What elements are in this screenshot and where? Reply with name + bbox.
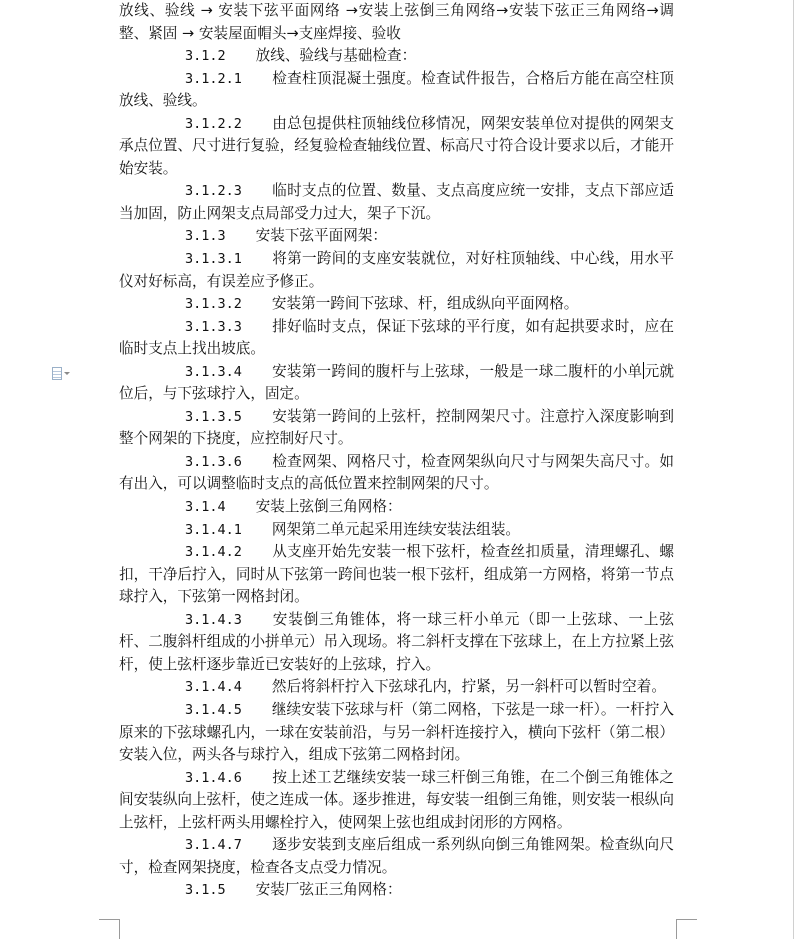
section-number: 3.1.4.5 — [185, 701, 242, 718]
paragraph[interactable] — [119, 45, 674, 68]
paragraph[interactable] — [119, 0, 674, 45]
section-number: 3.1.2.1 — [185, 70, 242, 87]
paragraph[interactable] — [119, 879, 674, 902]
section-number: 3.1.4.6 — [185, 769, 242, 786]
section-number: 3.1.3.6 — [185, 453, 242, 470]
paragraph[interactable] — [119, 68, 674, 113]
paragraph-text: 排好临时支点，保证下弦球的平行度，如有起拱要求时，应在临时支点上找出坡底。 — [119, 317, 674, 358]
text-cursor — [643, 362, 644, 379]
document-body[interactable] — [119, 0, 674, 902]
section-number: 3.1.3 — [185, 228, 226, 245]
section-number: 3.1.2.2 — [185, 115, 242, 132]
paragraph-text: 临时支点的位置、数量、支点高度应统一安排，支点下部应适当加固，防止网架支点局部受力过大，架子下沉。 — [119, 182, 674, 222]
section-number: 3.1.4 — [185, 499, 226, 516]
crop-mark-bottom-right — [676, 919, 697, 939]
section-number: 3.1.4.2 — [185, 544, 242, 561]
section-number: 3.1.4.1 — [185, 521, 242, 538]
paragraph-text: 安装第一跨间的上弦杆，控制网架尺寸。注意拧入深度影响到整个网架的下挠度，应控制好尺寸。 — [119, 407, 674, 448]
paragraph[interactable] — [119, 406, 674, 451]
paragraph[interactable] — [119, 676, 674, 699]
section-number: 3.1.2 — [185, 48, 226, 65]
crop-mark-bottom-left — [99, 919, 120, 939]
paragraph[interactable] — [119, 496, 674, 519]
paragraph[interactable] — [119, 609, 674, 677]
paragraph[interactable] — [119, 541, 674, 609]
paragraph[interactable] — [119, 699, 674, 767]
paragraph[interactable] — [119, 519, 674, 542]
paragraph-text: 安装厂弦正三角网格： — [255, 881, 402, 899]
paragraph[interactable] — [119, 834, 674, 879]
section-number: 3.1.4.4 — [185, 679, 242, 696]
paragraph[interactable] — [119, 248, 674, 293]
chevron-down-icon — [64, 372, 70, 375]
paragraph-text: 由总包提供柱顶轴线位移情况，网架安装单位对提供的网架支承点位置、尺寸进行复验，经复验检查轴线位置、标高尺寸符合设计要求以后，才能开始安装。 — [119, 114, 674, 177]
section-number: 3.1.3.5 — [185, 408, 242, 425]
paragraph-text: 放线、验线与基础检查： — [255, 47, 417, 65]
paragraph-text: 安装上弦倒三角网格： — [255, 498, 402, 516]
paragraph-text: 然后将斜杆拧入下弦球孔内，拧紧，另一斜杆可以暂时空着。 — [271, 678, 666, 696]
paragraph[interactable] — [119, 180, 674, 225]
paragraph-options-button[interactable] — [52, 365, 76, 381]
paragraph-text: 检查网架、网格尺寸，检查网架纵向尺寸与网架失高尺寸。如有出入，可以调整临时支点的高低位置来控制网架的尺寸。 — [119, 452, 674, 493]
paragraph[interactable] — [119, 316, 674, 361]
section-number: 3.1.3.1 — [185, 251, 242, 268]
paragraph-text: 放线、验线 → 安装下弦平面网络 →安装上弦倒三角网络→安装下弦正三角网络→调整、紧固 → 安装屋面帽头→支座焊接、验收 — [119, 2, 674, 42]
paragraph-text: 从支座开始先安装一根下弦杆，检查丝扣质量，清理螺孔、螺扣，干净后拧入，同时从下弦第一跨间也装一根下弦杆，组成第一方网格，将第一节点球拧入，下弦第一网格封闭。 — [119, 543, 674, 606]
paragraph[interactable] — [119, 767, 674, 835]
paragraph[interactable] — [119, 361, 674, 406]
section-number: 3.1.2.3 — [185, 183, 242, 200]
paragraph-text: 继续安装下弦球与杆（第二网格，下弦是一球一杆）。一杆拧入原来的下弦球螺孔内，一球在安装前沿，与另一斜杆连接拧入，横向下弦杆（第二根）安装入位，两头各与球拧入，组成下弦第二网格封闭。 — [119, 700, 674, 764]
paragraph-text: 网架第二单元起采用连续安装法组装。 — [271, 520, 521, 538]
paragraph-text: 检查柱顶混凝土强度。检查试件报告，合格后方能在高空柱顶放线、验线。 — [119, 69, 674, 110]
paragraph[interactable] — [119, 293, 674, 316]
section-number: 3.1.4.3 — [185, 611, 242, 628]
paragraph[interactable] — [119, 113, 674, 181]
paragraph-text: 安装第一跨间下弦球、杆，组成纵向平面网格。 — [271, 295, 579, 313]
paragraph-text: 按上述工艺继续安装一球三杆倒三角锥，在二个倒三角锥体之间安装纵向上弦杆，使之连成一体。逐步推进，每安装一组倒三角锥，则安装一根纵向上弦杆，上弦杆两头用螺栓拧入，使网架上弦也组成封闭形的方网格。 — [119, 768, 674, 831]
section-number: 3.1.3.3 — [185, 318, 242, 335]
paragraph-text: 安装下弦平面网架： — [255, 227, 387, 245]
document-paragraph-icon — [52, 367, 62, 380]
paragraph-text: 安装倒三角锥体，将一球三杆小单元（即一上弦球、一上弦杆、二腹斜杆组成的小拼单元）吊入现场。将二斜杆支撑在下弦球上，在上方拉紧上弦杆，使上弦杆逐步靠近已安装好的上弦球，拧入。 — [119, 610, 674, 673]
paragraph[interactable] — [119, 451, 674, 496]
section-number: 3.1.4.7 — [185, 837, 242, 854]
section-number: 3.1.3.4 — [185, 363, 242, 380]
paragraph[interactable] — [119, 225, 674, 248]
paragraph-text: 逐步安装到支座后组成一系列纵向倒三角锥网架。检查纵向尺寸，检查网架挠度，检查各支点受力情况。 — [119, 836, 674, 876]
section-number: 3.1.3.2 — [185, 296, 242, 313]
paragraph-text: 安装第一跨间的腹杆与上弦球，一般是一球二腹杆的小单 元就位后，与下弦球拧入，固定。 — [119, 362, 674, 403]
paragraph-text: 将第一跨间的支座安装就位，对好柱顶轴线、中心线，用水平仪对好标高，有误差应予修正。 — [119, 250, 674, 290]
section-number: 3.1.5 — [185, 882, 226, 899]
